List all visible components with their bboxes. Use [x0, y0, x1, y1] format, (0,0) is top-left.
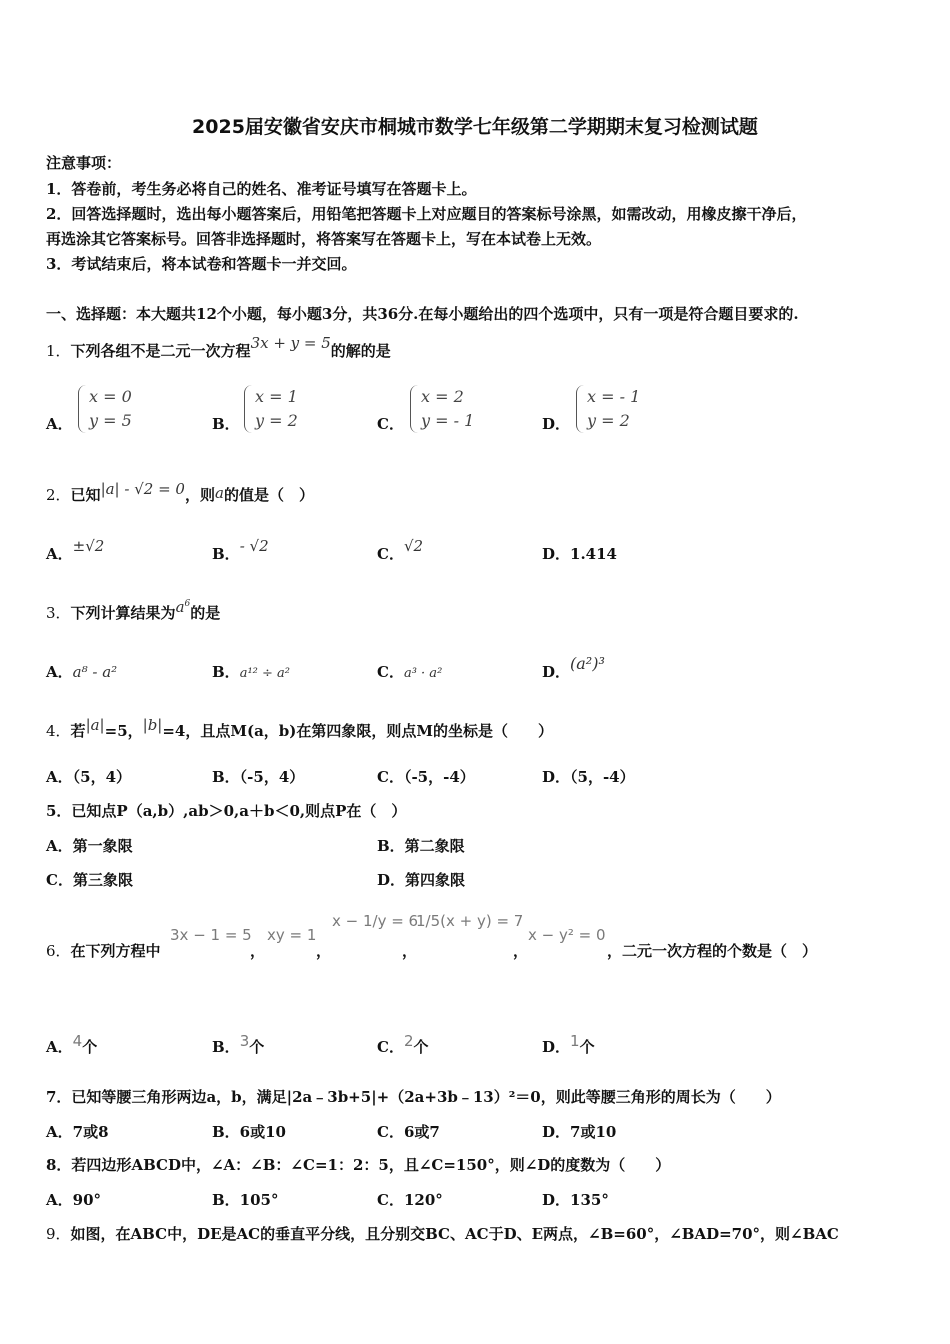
option-c: C．6或7	[377, 1123, 440, 1141]
notice-heading: 注意事项：	[46, 154, 122, 172]
option-a: A．4个	[46, 1032, 98, 1056]
question-5: 5．已知点P（a,b）,ab＞0,a＋b＜0,则点P在（ ）	[46, 802, 407, 820]
option-b: B．3个	[212, 1032, 265, 1056]
notice-item-1: 1．答卷前，考生务必将自己的姓名、准考证号填写在答题卡上。	[46, 180, 477, 198]
option-d: D．第四象限	[377, 871, 466, 889]
question-number: 9．	[46, 1225, 71, 1243]
question-text: 已知	[70, 486, 101, 504]
equation-5: x − y² = 0	[528, 926, 606, 944]
comma: ，	[513, 942, 529, 960]
option-c-label: C．	[377, 415, 404, 433]
section-heading: 一、选择题：本大题共12个小题，每小题3分，共36分.在每小题给出的四个选项中，只有一项是符合题目要求的.	[46, 305, 799, 323]
abs-a: |a|	[85, 716, 105, 734]
question-text: 下列计算结果为	[70, 604, 176, 622]
option-c: C．2个	[377, 1032, 429, 1056]
option-c-system: x = 2 y = - 1	[410, 385, 474, 433]
notice-item-3: 3．考试结束后，将本试卷和答题卡一并交回。	[46, 255, 357, 273]
question-number: 2．	[46, 486, 71, 504]
equation-4: 1/5(x + y) = 7	[416, 912, 524, 930]
equation: |a| - √2 = 0	[100, 480, 185, 498]
question-text-end: 的值是（ ）	[223, 486, 314, 504]
option-c: C．a³ · a²	[377, 663, 443, 681]
option-a: A．90°	[46, 1191, 102, 1209]
option-b: B．- √2	[212, 537, 269, 563]
question-9	[46, 1223, 839, 1244]
page-title: 2025届安徽省安庆市桐城市数学七年级第二学期期末复习检测试题	[192, 116, 758, 138]
option-a: A．第一象限	[46, 837, 133, 855]
question-number: 4．	[46, 722, 71, 740]
option-a: A．±√2	[46, 537, 105, 563]
option-b: B．6或10	[212, 1123, 286, 1141]
option-c: C．（-5，-4）	[377, 768, 475, 786]
question-number: 6．	[46, 942, 71, 960]
option-d: D．1个	[542, 1032, 595, 1056]
notice-item-2a: 2．回答选择题时，选出每小题答案后，用铅笔把答题卡上对应题目的答案标号涂黑，如需改动，用橡皮擦干净后，	[46, 205, 807, 223]
option-b: B．105°	[212, 1191, 279, 1209]
option-b-system: x = 1 y = 2	[244, 385, 298, 433]
question-text: 下列各组不是二元一次方程	[70, 342, 251, 360]
comma: ，	[402, 942, 418, 960]
option-b-label: B．	[212, 415, 240, 433]
question-8: 8．若四边形ABCD中，∠A：∠B：∠C=1：2：5，且∠C=150°，则∠D的度数为（ ）	[46, 1156, 671, 1174]
option-a-system: x = 0 y = 5	[78, 385, 132, 433]
option-d-system: x = - 1 y = 2	[576, 385, 640, 433]
comma: ，	[316, 942, 332, 960]
equation-3: x − 1/y = 6	[332, 912, 419, 930]
question-text-end: =4，且点M(a，b)在第四象限，则点M的坐标是（ ）	[162, 722, 553, 740]
option-c: C．120°	[377, 1191, 443, 1209]
question-3	[46, 598, 221, 623]
variable: a	[214, 484, 224, 502]
option-b: B．第二象限	[377, 837, 465, 855]
question-text: 在下列方程中	[70, 942, 161, 960]
question-text: 如图，在ABC中，DE是AC的垂直平分线，且分别交BC、AC于D、E两点，∠B=60°，∠BAD=70°，则∠BAC	[70, 1225, 839, 1243]
option-d: D．(a²)³	[542, 654, 605, 681]
equation-2: xy = 1	[267, 926, 317, 944]
question-number: 3．	[46, 604, 71, 622]
option-d: D．（5，-4）	[542, 768, 635, 786]
option-d: D．7或10	[542, 1123, 617, 1141]
question-text: 若	[70, 722, 86, 740]
option-a: A．（5，4）	[46, 768, 132, 786]
option-d-label: D．	[542, 415, 571, 433]
question-text-mid: =5，	[104, 722, 143, 740]
option-b: B．（-5，4）	[212, 768, 305, 786]
question-text-end: 的是	[190, 604, 221, 622]
option-c: C．第三象限	[46, 871, 133, 889]
question-number: 1．	[46, 342, 71, 360]
option-a-label: A．	[46, 415, 73, 433]
option-a: A．7或8	[46, 1123, 109, 1141]
question-text-end: 的解的是	[330, 342, 391, 360]
power: $a^6$	[175, 598, 191, 616]
question-2	[46, 480, 314, 505]
equation: 3x + y = 5	[250, 334, 331, 352]
equation-1: 3x − 1 = 5	[170, 926, 252, 944]
question-text-end: ，二元一次方程的个数是（ ）	[607, 942, 818, 960]
abs-b: |b|	[142, 716, 163, 734]
option-d: D．1.414	[542, 545, 617, 563]
question-1	[46, 334, 391, 361]
option-b: B．a¹² ÷ a²	[212, 663, 290, 681]
option-c: C．√2	[377, 537, 424, 563]
question-text-mid: ，则	[184, 486, 215, 504]
notice-item-2b: 再选涂其它答案标号。回答非选择题时，将答案写在答题卡上，写在本试卷上无效。	[46, 230, 602, 248]
option-a: A．a⁸ - a²	[46, 663, 118, 681]
comma: ，	[250, 942, 266, 960]
option-d: D．135°	[542, 1191, 609, 1209]
question-7: 7．已知等腰三角形两边a，b，满足|2a﹣3b+5|+（2a+3b﹣13）²＝0，则此等腰三角形的周长为（ ）	[46, 1088, 781, 1106]
question-4	[46, 716, 553, 741]
question-6	[46, 940, 161, 961]
